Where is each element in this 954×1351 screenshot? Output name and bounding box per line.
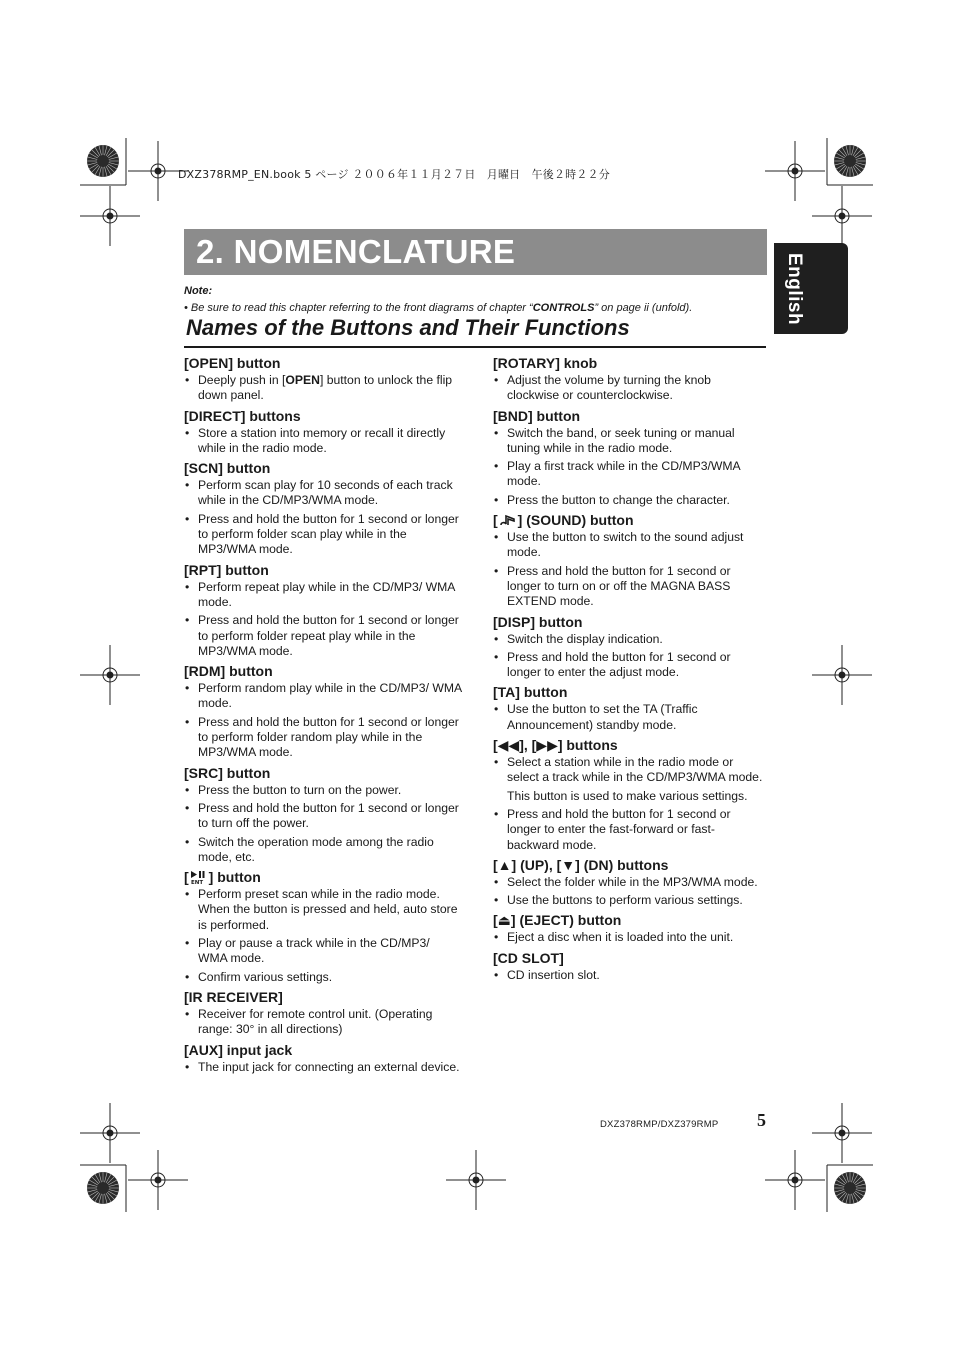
registration-wheel xyxy=(87,145,119,177)
entry-ir-receiver xyxy=(184,988,462,1038)
description-item: • Deeply push in [OPEN] button to unlock the flip down panel. xyxy=(184,373,462,404)
entry-disp-button xyxy=(493,613,765,681)
description-item: • Press and hold the button for 1 second or longer to turn on or off the MAGNA BASS EXTEND mode. xyxy=(493,564,765,610)
note-label: Note: xyxy=(184,285,213,297)
entry-scn-button xyxy=(184,459,462,557)
description-item: • Select the folder while in the MP3/WMA mode. xyxy=(493,875,765,890)
left-column xyxy=(184,354,462,1078)
description-item: • Press and hold the button for 1 second or longer to turn off the power. xyxy=(184,801,462,832)
crosshair-mark xyxy=(446,1150,506,1210)
entry-heading: [DIRECT] buttons xyxy=(184,407,301,424)
description-item: • Store a station into memory or recall it directly while in the radio mode. xyxy=(184,426,462,457)
entry-bnd-button xyxy=(493,407,765,508)
description-item: • Use the button to set the TA (Traffic Announcement) standby mode. xyxy=(493,702,765,733)
description-item: • Perform scan play for 10 seconds of each track while in the CD/MP3/WMA mode. xyxy=(184,478,462,509)
crosshair-mark xyxy=(765,1150,825,1210)
crosshair-mark xyxy=(80,1103,140,1163)
description-item: • The input jack for connecting an external device. xyxy=(184,1060,462,1075)
note-text: • Be sure to read this chapter referring to the front diagrams of chapter “CONTROLS” on page ii (unfold). xyxy=(184,302,693,314)
registration-wheel xyxy=(87,1172,119,1204)
description-item: • Press and hold the button for 1 second or longer to perform folder random play while in the MP3/WMA mode. xyxy=(184,715,462,761)
entry-heading: [DISP] button xyxy=(493,613,583,630)
entry-buttons xyxy=(493,736,765,853)
entry-rdm-button xyxy=(184,662,462,760)
description-item: • Perform repeat play while in the CD/MP3/ WMA mode. xyxy=(184,580,462,611)
description-item: • Press and hold the button for 1 second or longer to enter the fast-forward or fast-backward mode. xyxy=(493,807,765,853)
description-item: • Press the button to change the character. xyxy=(493,493,765,508)
crosshair-mark xyxy=(80,645,140,705)
sound-icon xyxy=(498,513,518,527)
description-item: • Receiver for remote control unit. (Operating range: 30° in all directions) xyxy=(184,1007,462,1038)
entry-open-button xyxy=(184,354,462,404)
entry-rotary-knob xyxy=(493,354,765,404)
entry-up-dn-buttons xyxy=(493,856,765,909)
description-item: • Switch the display indication. xyxy=(493,632,765,647)
entry-heading: [ ENT ] button xyxy=(184,869,261,886)
entry-heading: [TA] button xyxy=(493,684,568,701)
description-item: • Confirm various settings. xyxy=(184,970,462,985)
description-item: • Press and hold the button for 1 second or longer to perform folder scan play while in the MP3/WMA mode. xyxy=(184,512,462,558)
footer-model: DXZ378RMP/DXZ379RMP xyxy=(600,1119,719,1130)
registration-wheel xyxy=(834,145,866,177)
description-item: • Play or pause a track while in the CD/MP3/ WMA mode. xyxy=(184,936,462,967)
entry-heading: [RPT] button xyxy=(184,561,269,578)
description-item: • Use the button to switch to the sound adjust mode. xyxy=(493,530,765,561)
entry-aux-input-jack xyxy=(184,1041,462,1075)
section-title: Names of the Buttons and Their Functions xyxy=(186,315,630,340)
crosshair-mark xyxy=(812,1103,872,1163)
entry-heading: [ ] (SOUND) button xyxy=(493,512,634,529)
crosshair-mark xyxy=(812,645,872,705)
description-item: • Press the button to turn on the power. xyxy=(184,783,462,798)
description-item: • Use the buttons to perform various settings. xyxy=(493,893,765,908)
description-item: • Switch the band, or seek tuning or manual tuning while in the radio mode. xyxy=(493,426,765,457)
page-number: 5 xyxy=(757,1110,766,1130)
entry-sound-button xyxy=(493,511,765,609)
entry-ta-button xyxy=(493,683,765,733)
entry-eject-button xyxy=(493,911,765,945)
entry-heading: [SCN] button xyxy=(184,460,271,477)
description-item: • Press and hold the button for 1 second or longer to perform folder repeat play while in the MP3/WMA mode. xyxy=(184,613,462,659)
description-item: This button is used to make various settings. xyxy=(507,788,748,803)
description-item: • Select a station while in the radio mode or select a track while in the CD/MP3/WMA mode. xyxy=(493,755,765,786)
description-item: • Perform random play while in the CD/MP3/ WMA mode. xyxy=(184,681,462,712)
entry-heading: [AUX] input jack xyxy=(184,1041,293,1058)
entry-src-button xyxy=(184,764,462,865)
play-pause-enter-icon xyxy=(189,870,209,884)
description-item: • Adjust the volume by turning the knob clockwise or counterclockwise. xyxy=(493,373,765,404)
crosshair-mark xyxy=(812,186,872,246)
entry-heading: [◀◀], [▶▶] buttons xyxy=(493,737,618,754)
crosshair-mark xyxy=(80,186,140,246)
entry-cd-slot xyxy=(493,949,765,983)
entry-heading: [IR RECEIVER] xyxy=(184,988,283,1005)
crosshair-mark xyxy=(128,1150,188,1210)
description-item: • Play a first track while in the CD/MP3/WMA mode. xyxy=(493,459,765,490)
entry-direct-buttons xyxy=(184,407,462,457)
entry-heading: [SRC] button xyxy=(184,764,271,781)
entry-rpt-button xyxy=(184,561,462,659)
entry-heading: [OPEN] button xyxy=(184,355,281,371)
print-info-line: DXZ378RMP_EN.book 5 ページ ２００６年１１月２７日 月曜日 午後２時２２分 xyxy=(178,168,610,181)
description-item: • CD insertion slot. xyxy=(493,968,765,983)
description-item: • Switch the operation mode among the radio mode, etc. xyxy=(184,835,462,866)
entry-heading: [RDM] button xyxy=(184,663,273,680)
entry-heading: [CD SLOT] xyxy=(493,949,564,966)
registration-wheel xyxy=(834,1172,866,1204)
section-divider xyxy=(184,346,766,348)
entry-button xyxy=(184,868,462,985)
description-item: • Eject a disc when it is loaded into the unit. xyxy=(493,930,765,945)
language-tab-label: English xyxy=(784,252,805,325)
entry-heading: [▲] (UP), [▼] (DN) buttons xyxy=(493,856,669,873)
description-item: • Press and hold the button for 1 second or longer to enter the adjust mode. xyxy=(493,650,765,681)
entry-heading: [ROTARY] knob xyxy=(493,355,598,371)
description-item: • Perform preset scan while in the radio mode. When the button is pressed and held, auto store is performed. xyxy=(184,887,462,933)
entry-heading: [⏏] (EJECT) button xyxy=(493,912,622,929)
crosshair-mark xyxy=(765,141,825,201)
right-column xyxy=(493,354,765,986)
svg-text:ENT: ENT xyxy=(190,880,203,885)
chapter-title: 2. NOMENCLATURE xyxy=(196,233,516,270)
entry-heading: [BND] button xyxy=(493,407,581,424)
